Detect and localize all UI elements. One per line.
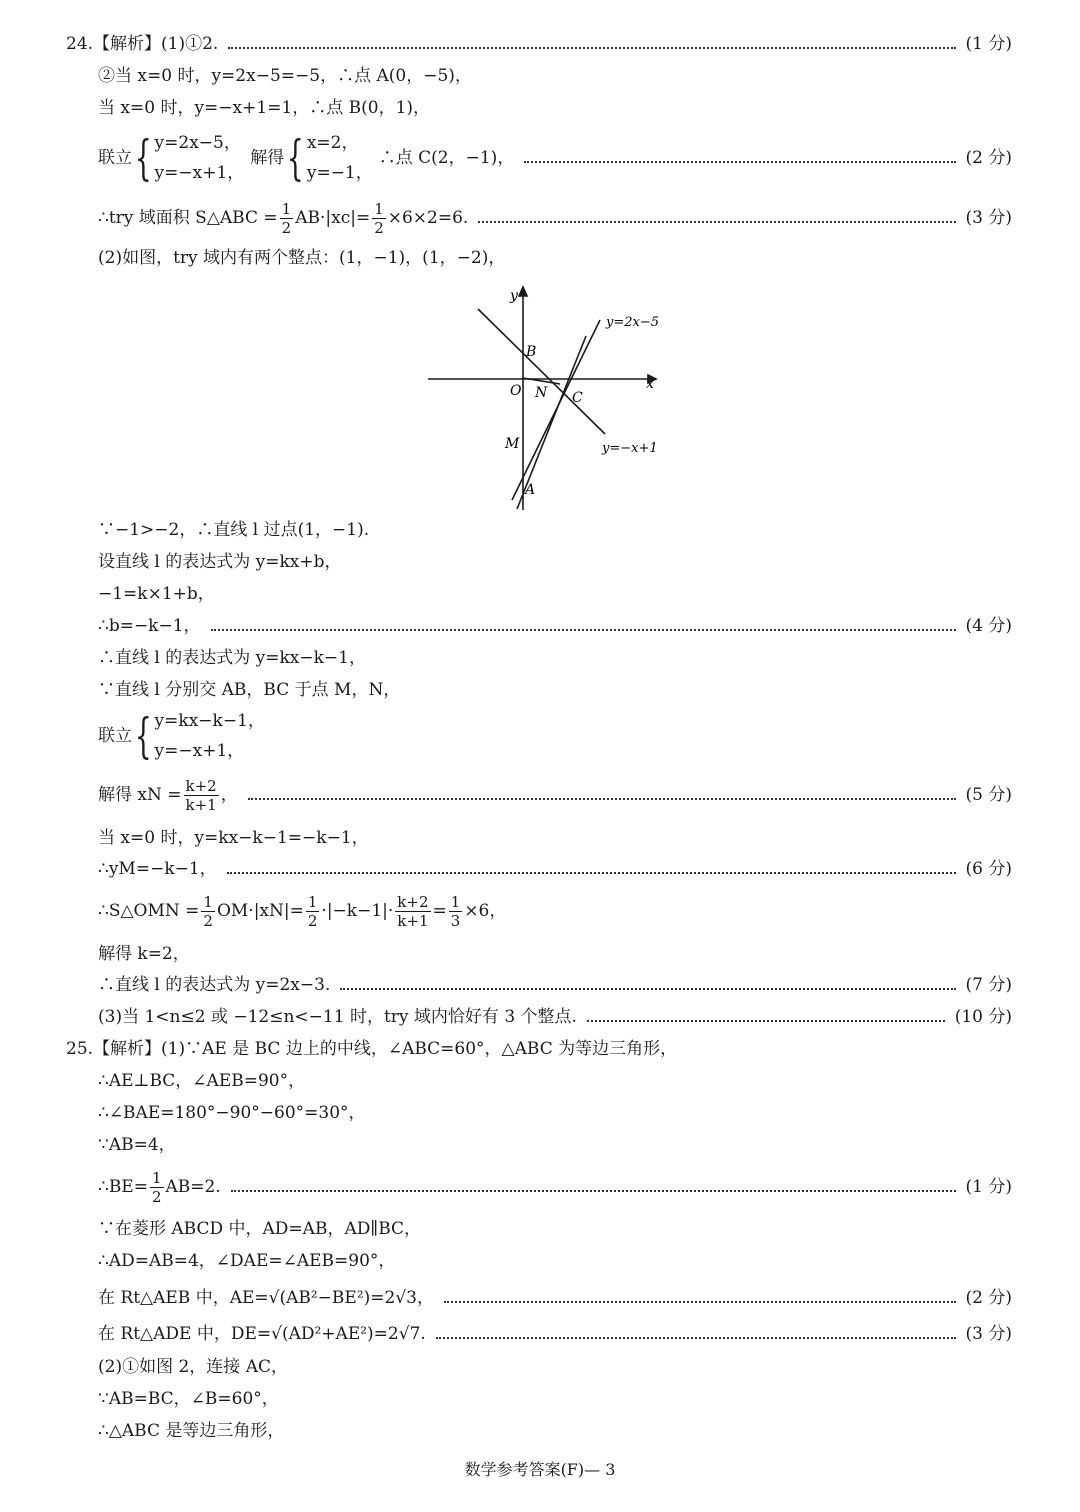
score: (3 分) — [965, 208, 1012, 228]
q24-line-19: ∴直线 l 的表达式为 y=2x−3. (7 分) — [98, 971, 1012, 999]
score: (1 分) — [965, 1177, 1012, 1197]
q25-line-11: ∵AB=BC，∠B=60°， — [98, 1389, 279, 1409]
q24-line-14: 解得 xN = $\frac{k+2}{k+1}$ ， (5 分) — [98, 776, 1012, 814]
x-axis-label: x — [646, 376, 654, 392]
score: (2 分) — [965, 148, 1012, 168]
q24-line-4: 联立 { y=2x−5， y=−x+1， 解得 { x=2， y=−1， ∴点 C(2，−1)， (2 分) — [98, 130, 1012, 186]
line-2-label: y=−x+1 — [602, 441, 658, 456]
origin-label: O — [510, 383, 522, 399]
y-axis-label: y — [510, 288, 518, 304]
q24-line-5: ∴try 域面积 S△ABC = $\frac{1}{2}$ AB·|xc|= $\frac{1}{2}$ ×6×2=6. (3 分) — [98, 199, 1012, 237]
score: (7 分) — [965, 975, 1012, 995]
q25-line-3: ∴∠BAE=180°−90°−60°=30°， — [98, 1103, 366, 1123]
page-footer: 数学参考答案(F)— 3 — [464, 1460, 616, 1479]
q24-line-1: 24.【解析】(1)①2. (1 分) — [66, 30, 1012, 58]
score: (10 分) — [954, 1007, 1012, 1027]
point-n-label: N — [535, 385, 548, 401]
point-m-label: M — [505, 436, 520, 452]
q24-line-18: 解得 k=2， — [98, 944, 190, 964]
score: (2 分) — [965, 1288, 1012, 1308]
line-1-label: y=2x−5 — [606, 315, 660, 330]
q25-line-2: ∴AE⊥BC，∠AEB=90°， — [98, 1071, 306, 1091]
q24-line-2: ②当 x=0 时，y=2x−5=−5，∴点 A(0，−5)， — [98, 66, 472, 86]
q24-line-10: ∴b=−k−1， (4 分) — [98, 612, 1012, 640]
q24-line-16: ∴yM=−k−1， (6 分) — [98, 855, 1012, 883]
fraction: $\frac{1}{2}$ — [151, 1168, 162, 1206]
score: (5 分) — [965, 785, 1012, 805]
q25-line-9: 在 Rt△ADE 中，DE=√(AD²+AE²)=2√7. (3 分) — [98, 1320, 1012, 1348]
q25-line-8: 在 Rt△AEB 中，AE=√(AB²−BE²)=2√3， (2 分) — [98, 1284, 1012, 1312]
coordinate-figure — [420, 282, 680, 514]
q24-line-11: ∴直线 l 的表达式为 y=kx−k−1， — [98, 648, 366, 668]
q24-line-6: (2)如图，try 域内有两个整点：(1，−1)，(1，−2)， — [98, 248, 506, 268]
q24-line-17: ∴S△OMN = $\frac{1}{2}$ OM·|xN|= $\frac{1}{2}$ ·|−k−1|· $\frac{k+2}{k+1}$ = $\frac{1}{3}$ ×6， — [98, 892, 507, 930]
q25-line-4: ∵AB=4， — [98, 1135, 176, 1155]
fraction: $\frac{1}{2}$ — [281, 199, 292, 237]
q24-line-3: 当 x=0 时，y=−x+1=1，∴点 B(0，1)， — [98, 98, 431, 118]
q24-line-12: ∵直线 l 分别交 AB，BC 于点 M，N， — [98, 680, 401, 700]
point-a-label: A — [525, 482, 536, 498]
fraction: $\frac{1}{3}$ — [450, 892, 461, 930]
fraction: $\frac{1}{2}$ — [203, 892, 213, 930]
fraction: $\frac{k+2}{k+1}$ — [185, 776, 217, 814]
q25-line-7: ∴AD=AB=4，∠DAE=∠AEB=90°， — [98, 1251, 396, 1271]
q24-line-8: 设直线 l 的表达式为 y=kx+b， — [98, 552, 342, 572]
q25-line-6: ∵在菱形 ABCD 中，AD=AB，AD∥BC， — [98, 1219, 422, 1239]
score: (6 分) — [965, 859, 1012, 879]
score: (4 分) — [965, 616, 1012, 636]
y-axis-arrow — [519, 287, 527, 296]
q24-line-7: ∵−1>−2，∴直线 l 过点(1，−1). — [98, 520, 370, 540]
fraction: $\frac{1}{2}$ — [307, 892, 318, 930]
q25-line-1: 25.【解析】(1)∵AE 是 BC 边上的中线，∠ABC=60°，△ABC 为等边三角形， — [66, 1039, 678, 1059]
point-b-label: B — [526, 344, 537, 360]
fraction: $\frac{1}{2}$ — [374, 199, 384, 237]
score: (1 分) — [965, 34, 1012, 54]
point-c-label: C — [572, 390, 583, 406]
score: (3 分) — [965, 1324, 1012, 1344]
q24-line-9: −1=k×1+b， — [98, 584, 215, 604]
fraction: $\frac{k+2}{k+1}$ — [397, 892, 429, 930]
q25-line-5: ∴BE= $\frac{1}{2}$ AB=2. (1 分) — [98, 1168, 1012, 1206]
line-y-neg-x-plus-1 — [478, 309, 605, 434]
q25-line-12: ∴△ABC 是等边三角形， — [98, 1421, 285, 1441]
q24-line-13: 联立 { y=kx−k−1， y=−x+1， — [98, 708, 265, 764]
equation-system: { y=kx−k−1， y=−x+1， — [134, 708, 265, 764]
solution-system: { x=2， y=−1， — [287, 130, 373, 186]
q25-line-10: (2)①如图 2，连接 AC， — [98, 1357, 288, 1377]
equation-system: { y=2x−5， y=−x+1， — [134, 130, 245, 186]
q24-line-15: 当 x=0 时，y=kx−k−1=−k−1， — [98, 828, 369, 848]
q24-line-20: (3)当 1<n≤2 或 −12≤n<−11 时，try 域内恰好有 3 个整点. (10 分) — [98, 1003, 1012, 1031]
